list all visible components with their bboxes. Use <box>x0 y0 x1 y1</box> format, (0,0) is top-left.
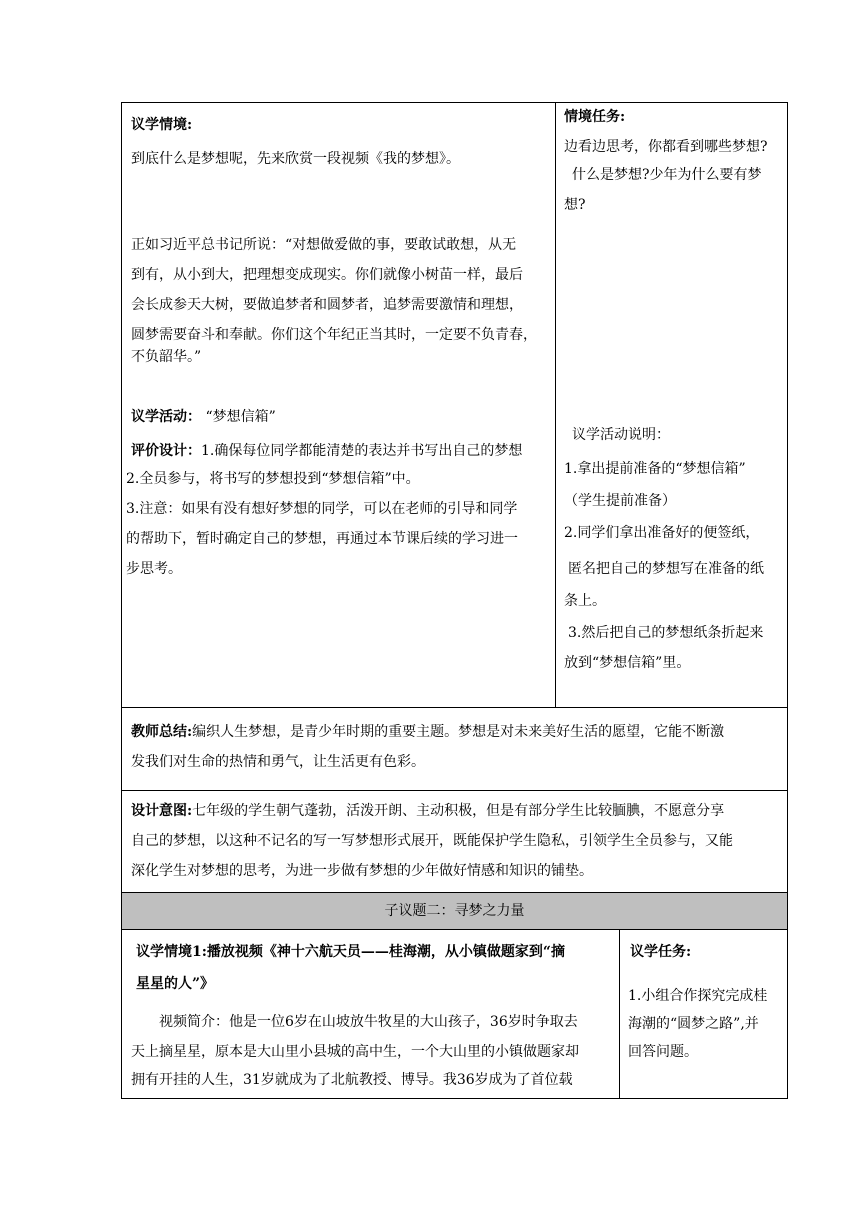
quote-line: 正如习近平总书记所说：“对想做爱做的事，要敢试敢想，从无 <box>131 237 517 253</box>
row5-right-cell <box>620 930 787 1099</box>
intent-line: 七年级的学生朝气蓬勃，活泼开朗、主动积极，但是有部分学生比较腼腆，不愿意分享 <box>192 803 725 819</box>
task-line: 边看边思考，你都看到哪些梦想? <box>564 139 768 155</box>
quote-line: 圆梦需要奋斗和奉献。你们这个年纪正当其时，一定要不负青春， <box>131 327 537 343</box>
intent-line: 深化学生对梦想的思考，为进一步做有梦想的少年做好情感和知识的铺垫。 <box>131 863 593 879</box>
video-intro-line: 视频简介：他是一位6岁在山坡放牛牧星的大山孩子，36岁时争取去 <box>159 1014 578 1030</box>
eval-line: 1.确保每位同学都能清楚的表达并书写出自己的梦想 <box>201 443 523 459</box>
task2-line: 1.小组合作探究完成桂 <box>628 988 768 1004</box>
task2-line: 回答问题。 <box>628 1044 698 1060</box>
quote-line: 不负韶华。” <box>131 349 202 365</box>
task-line: 想? <box>564 197 586 213</box>
explain-line: 2.同学们拿出准备好的便签纸， <box>564 525 760 541</box>
video-intro-line: 拥有开挂的人生，31岁就成为了北航教授、博导。我36岁成为了首位载 <box>131 1072 573 1088</box>
row-subtopic-band <box>122 893 787 930</box>
explain-line: 1.拿出提前准备的“梦想信箱” <box>564 461 746 477</box>
activity-name: “梦想信箱” <box>205 409 276 425</box>
row-situation-2 <box>122 930 787 1099</box>
quote-line: 到有，从小到大，把理想变成现实。你们就像小树苗一样，最后 <box>131 267 523 283</box>
task2-heading: 议学任务: <box>630 944 692 960</box>
row1-right-cell <box>556 103 787 707</box>
task-heading: 情境任务: <box>564 109 626 125</box>
eval-heading: 评价设计： <box>131 443 201 459</box>
quote-line: 会长成参天大树，要做追梦者和圆梦者，追梦需要激情和理想， <box>131 297 523 313</box>
intent-heading: 设计意图: <box>131 803 193 819</box>
explain-line: 条上。 <box>564 593 606 609</box>
task-line: 什么是梦想?少年为什么要有梦 <box>572 167 762 183</box>
summary-line: 编织人生梦想，是青少年时期的重要主题。梦想是对未来美好生活的愿望，它能不断激 <box>192 724 725 740</box>
situation-text: 到底什么是梦想呢，先来欣赏一段视频《我的梦想》。 <box>131 151 460 167</box>
row1-left-cell <box>122 103 555 707</box>
activity-heading: 议学活动： <box>131 409 201 425</box>
row-intent <box>122 791 787 893</box>
row-summary <box>122 708 787 791</box>
row-situation <box>122 103 787 708</box>
task2-line: 海潮的“圆梦之路”,并 <box>628 1016 759 1032</box>
intent-line: 自己的梦想，以这种不记名的写一写梦想形式展开，既能保护学生隐私，引领学生全员参与，又能 <box>131 833 733 849</box>
summary-line: 发我们对生命的热情和勇气，让生活更有色彩。 <box>131 754 425 770</box>
lesson-table <box>121 102 788 1099</box>
row5-left-cell <box>122 930 619 1099</box>
eval-line: 的帮助下，暂时确定自己的梦想，再通过本节课后续的学习进一 <box>126 531 518 547</box>
video-intro-line: 天上摘星星，原本是大山里小县城的高中生，一个大山里的小镇做题家却 <box>131 1044 579 1060</box>
subtopic-title: 子议题二：寻梦之力量 <box>384 903 525 919</box>
eval-line: 2.全员参与，将书写的梦想投到“梦想信箱”中。 <box>126 471 420 487</box>
summary-heading: 教师总结: <box>131 724 193 740</box>
explain-line: 放到“梦想信箱”里。 <box>564 655 691 671</box>
eval-line: 步思考。 <box>126 561 182 577</box>
situation2-heading-line: 议学情境1:播放视频《神十六航天员——桂海潮，从小镇做题家到“摘 <box>136 944 565 960</box>
situation-heading: 议学情境: <box>131 117 193 133</box>
explain-line: 3.然后把自己的梦想纸条折起来 <box>568 625 764 641</box>
eval-line: 3.注意：如果有没有想好梦想的同学，可以在老师的引导和同学 <box>126 501 518 517</box>
explain-line: 匿名把自己的梦想写在准备的纸 <box>568 561 764 577</box>
situation2-heading-line: 星星的人”》 <box>136 976 215 992</box>
explain-line: （学生提前准备） <box>564 493 676 509</box>
explain-heading: 议学活动说明： <box>572 427 670 443</box>
